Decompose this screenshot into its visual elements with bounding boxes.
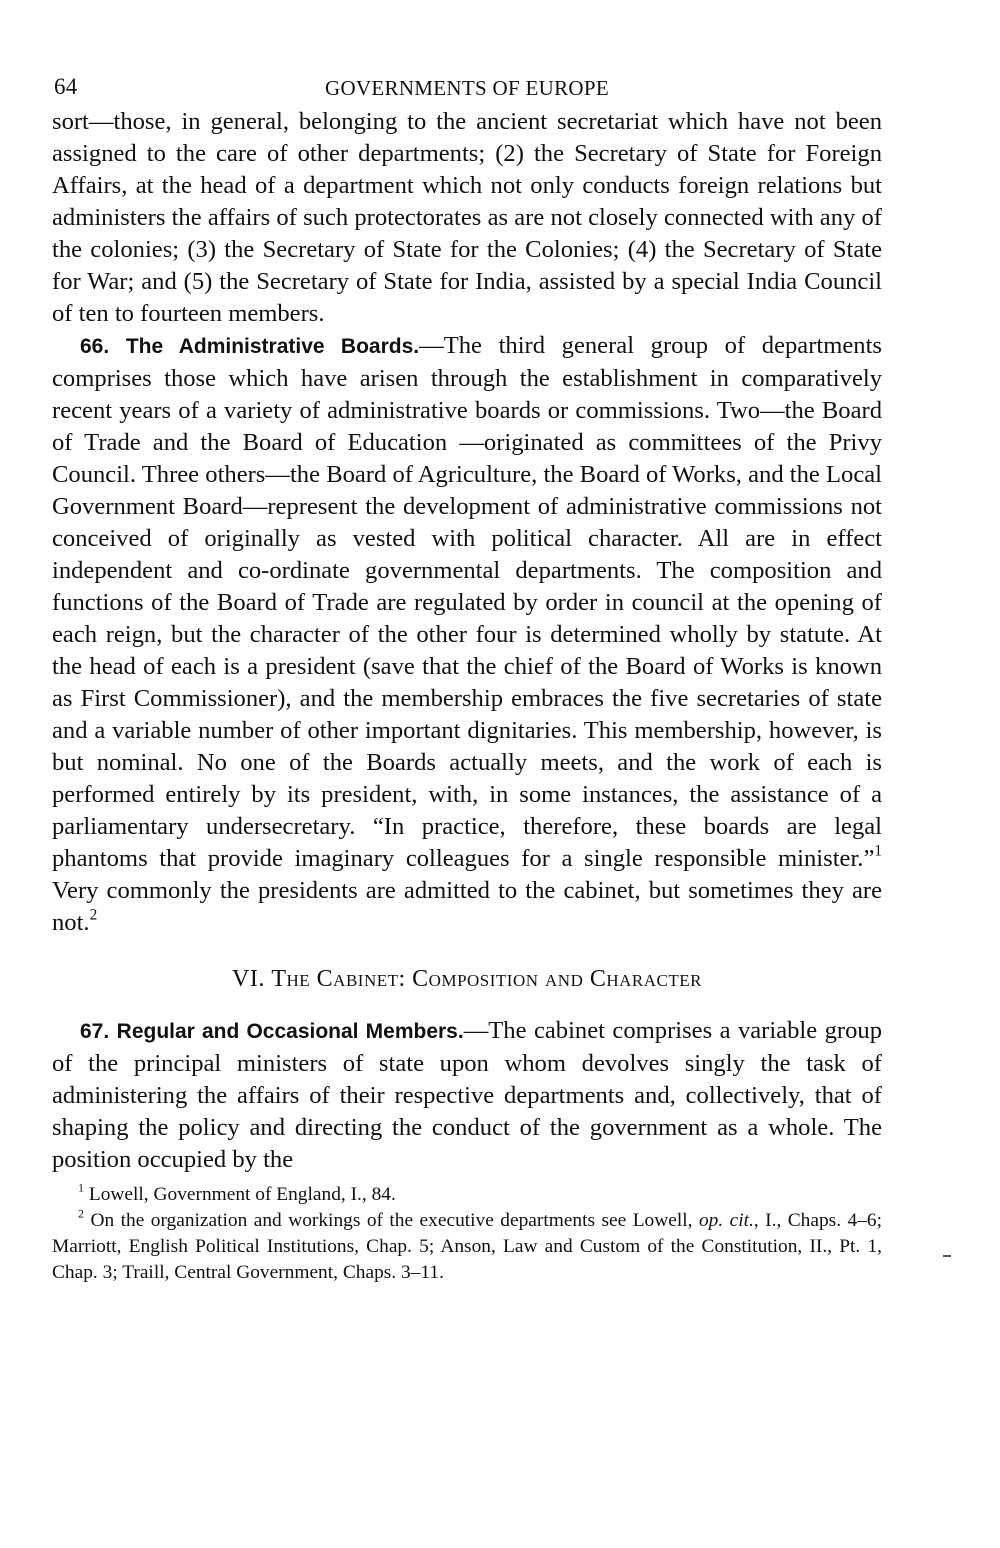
footnote-1-mark: 1 — [78, 1180, 85, 1195]
section-66-text-b: Very commonly the presidents are admitted to the cabinet, but sometimes they are not. — [52, 877, 882, 936]
footnote-2-text-b: , I., Chaps. 4–6; Marriott, English Political Institutions, Chap. 5; Anson, Law and Custom of the Constitution, II., Pt. 1, Chap. 3; Traill, Central Government, Chaps. 3–11. — [52, 1210, 882, 1283]
footnote-1 — [52, 1182, 882, 1208]
margin-mark — [943, 1255, 951, 1257]
section-heading-numeral: VI. — [232, 966, 265, 992]
footnote-ref-2: 2 — [89, 906, 98, 924]
section-67-paragraph — [52, 1015, 882, 1176]
footnote-2-text-a: On the organization and workings of the executive departments see Lowell, — [90, 1210, 699, 1231]
footnotes — [52, 1182, 882, 1286]
footnote-2 — [52, 1208, 882, 1286]
book-page — [52, 70, 882, 1286]
section-67-title: Regular and Occasional Members. — [116, 1020, 464, 1043]
paragraph-intro: sort—those, in general, belonging to the ancient secretariat which have not been assigned to the care of other departments; (2) the Secretary of State for Foreign Affairs, at the head of a department which not only conducts foreign relations but administers the affairs of such protectorates as are not closely connected with any of the colonies; (3) the Secretary of State for the Colonies; (4) the Secretary of State for War; and (5) the Secretary of State for India, assisted by a special India Council of ten to fourteen members. — [52, 108, 882, 327]
running-title: GOVERNMENTS OF EUROPE — [325, 76, 609, 100]
footnote-2-mark: 2 — [78, 1206, 85, 1221]
footnote-1-text: Lowell, Government of England, I., 84. — [88, 1184, 396, 1205]
footnote-ref-1: 1 — [874, 842, 882, 860]
section-66-number: 66. — [80, 335, 110, 358]
section-66-title: The Administrative Boards. — [125, 335, 420, 358]
footnote-2-italic: op. cit. — [698, 1210, 754, 1231]
section-67-number: 67. — [80, 1020, 110, 1043]
section-66-paragraph — [52, 330, 882, 939]
running-head — [52, 70, 882, 106]
page-number: 64 — [54, 74, 78, 99]
section-66-text-a: —The third general group of departments comprises those which have arisen through the establishment in comparatively recent years of a variety of administrative boards or commissions. Two—the Board of Trade and the Board of Education —originated as committees of the Privy Council. Three others—the Board of Agriculture, the Board of Works, and the Local Government Board—represent the development of administrative commissions not conceived of originally as vested with political character. All are in effect independent and co-ordinate governmental departments. The composition and functions of the Board of Trade are regulated by order in council at the opening of each reign, but the character of the other four is determined wholly by statute. At the head of each is a president (save that the chief of the Board of Works is known as First Commissioner), and the membership embraces the five secretaries of state and a variable number of other important dignitaries. This membership, however, is but nominal. No one of the Boards actually meets, and the work of each is performed entirely by its president, with, in some instances, the assistance of a parliamentary undersecretary. “In practice, therefore, these boards are legal phantoms that provide imaginary colleagues for a single responsible minister.” — [52, 332, 882, 872]
body-text — [52, 106, 882, 1176]
section-67-text: —The cabinet comprises a variable group of the principal ministers of state upon whom devolves singly the task of administering the affairs of their respective departments and, collectively, that of shaping the policy and directing the conduct of the government as a whole. The position occupied by the — [52, 1017, 882, 1173]
section-heading-vi — [52, 963, 882, 995]
section-heading-title: The Cabinet: Composition and Character — [271, 966, 702, 992]
